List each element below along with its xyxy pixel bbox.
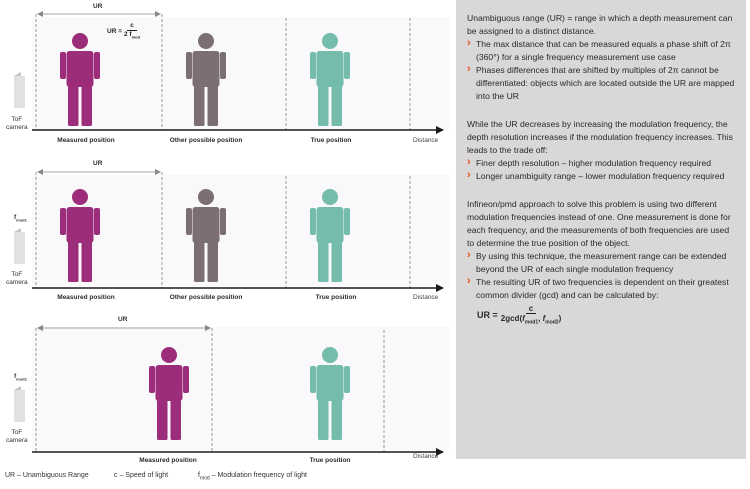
person-other-2 <box>186 189 226 282</box>
gcd-formula <box>477 304 737 328</box>
list-item: › The max distance that can be measured equals a phase shift of 2π (360°) for a single frequency measurement use case <box>467 38 737 64</box>
intro-text: Unambiguous range (UR) = range in which a depth measurement can be assigned to a distinct distance. <box>467 13 733 36</box>
label-distance-3: Distance <box>413 453 439 460</box>
list-item: › Finer depth resolution – higher modulation frequency required <box>467 157 737 170</box>
camera-label-2: ToF camera <box>6 271 28 286</box>
list-item: › Longer unambiguity range – lower modulation frequency required <box>467 170 737 183</box>
person-true-2 <box>310 189 350 282</box>
bullets-1 <box>467 38 737 103</box>
ur-label-1: UR <box>93 3 103 10</box>
label-distance-2: Distance <box>413 294 439 301</box>
ur-formula-left: UR = <box>107 28 122 36</box>
list-item: › The resulting UR of two frequencies is dependent on their greatest common divider (gcd) and can be calculated by: <box>467 276 737 302</box>
camera-label-3: ToF camera <box>6 429 28 444</box>
label-measured-1: Measured position <box>57 137 115 144</box>
label-other-1: Other possible position <box>169 137 243 144</box>
label-other-2: Other possible position <box>169 294 243 301</box>
ur-formula-den-sub: mod <box>131 34 141 40</box>
person-measured-1 <box>60 33 100 126</box>
ur-formula-num: c <box>127 22 137 31</box>
bullets-3 <box>467 250 737 302</box>
label-true-3: True position <box>309 457 351 464</box>
person-true-3 <box>310 347 350 440</box>
person-true-1 <box>310 33 350 126</box>
legend-ur: UR – Unambiguous Range <box>5 472 89 479</box>
label-true-1: True position <box>310 137 352 144</box>
legend-f: $f_{mod}$ – Modulation frequency of light <box>198 472 307 482</box>
camera-label-1: ToF camera <box>6 116 28 131</box>
person-measured-2 <box>60 189 100 282</box>
approach-text: Infineon/pmd approach to solve this problem is using two different modulation frequencies instead of one. One measurement is done for each frequency, and the measurements of both frequencies are used to determine the true position of the object. <box>467 199 731 248</box>
tradeoff-text: While the UR decreases by increasing the modulation frequency, the depth resolution increases if the modulation frequency increases. This leads to the trade off: <box>467 119 733 155</box>
list-item: › By using this technique, the measurement range can be extended beyond the UR of each single modulation frequency <box>467 250 737 276</box>
ur-formula <box>107 22 140 41</box>
label-distance-1: Distance <box>413 137 439 144</box>
label-measured-3: Measured position <box>139 457 197 464</box>
ur-label-2: UR <box>93 160 103 167</box>
gcd-formula-num: c <box>526 304 536 314</box>
person-measured-3 <box>149 347 189 440</box>
gcd-formula-left: UR = <box>477 310 498 321</box>
person-other-1 <box>186 33 226 126</box>
fmod1-label: $f_{mod1}$ <box>14 214 27 223</box>
legend-c: c – Speed of light <box>114 472 169 479</box>
bullets-2 <box>467 157 737 183</box>
list-item: › Phases differences that are shifted by multiples of 2π cannot be differentiated: objects which are located outside the UR are mapped into the UR <box>467 64 737 103</box>
label-measured-2: Measured position <box>57 294 115 301</box>
ur-formula-den: 2 f <box>124 31 132 38</box>
label-true-2: True position <box>315 294 357 301</box>
fmod2-label: $f_{mod2}$ <box>14 373 27 382</box>
gcd-formula-den: $2\gcd(f_{mod1}$, $f_{mod2}$) <box>500 314 562 326</box>
ur-label-3: UR <box>118 316 128 323</box>
explanation-panel <box>456 0 746 459</box>
